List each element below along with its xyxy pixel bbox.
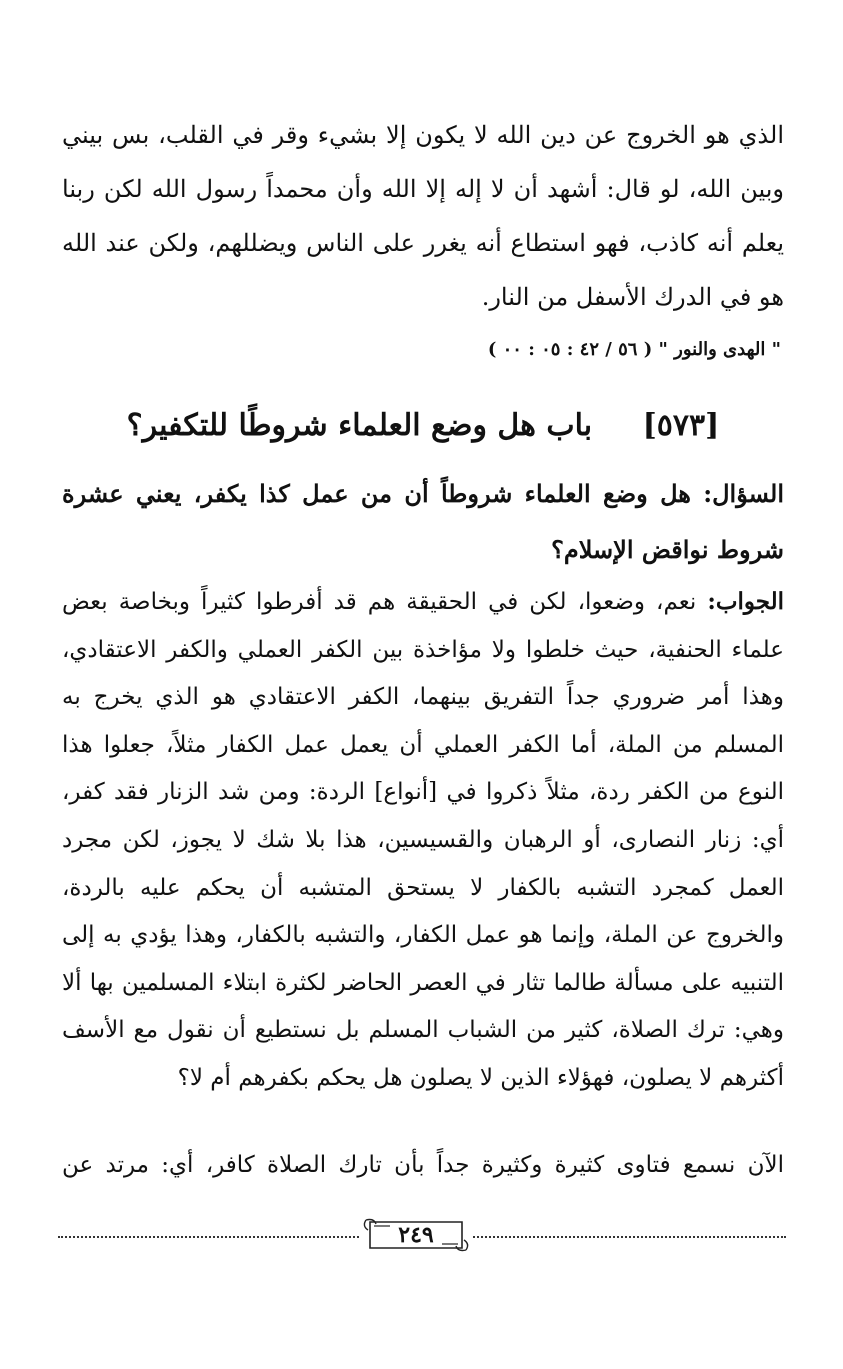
source-citation: " الهدى والنور " ( ٥٦ / ٤٢ : ٠٥ : ٠٠ )	[487, 339, 781, 360]
paragraph-continuation: الذي هو الخروج عن دين الله لا يكون إلا بشيء وقر في القلب، بس بيني وبين الله، لو قال: أشهد أن لا إله إلا الله وأن محمداً رسول الله لكن ربنا يعلم أنه كاذب، فهو استطاع أنه يغرر على الناس ويضللهم، ولكن عند الله هو في الدرك الأسفل من النار.	[62, 121, 784, 311]
chapter-title: باب هل وضع العلماء شروطًا للتكفير؟	[126, 408, 593, 443]
answer-label: الجواب:	[707, 588, 785, 615]
question-paragraph: السؤال: هل وضع العلماء شروطاً أن من عمل كذا يكفر، يعني عشرة شروط نواقض الإسلام؟	[62, 479, 784, 564]
page-number: ٢٤٩	[398, 1222, 434, 1248]
chapter-number: [٥٧٣]	[642, 408, 720, 443]
answer-paragraph	[62, 578, 784, 1103]
page-number-ornament	[360, 1216, 472, 1254]
chapter-heading	[62, 398, 784, 454]
final-paragraph: الآن نسمع فتاوى كثيرة وكثيرة جداً بأن تارك الصلاة كافر، أي: مرتد عن	[62, 1152, 784, 1178]
answer-text: نعم، وضعوا، لكن في الحقيقة هم قد أفرطوا كثيراً وبخاصة بعض علماء الحنفية، حيث خلطوا ولا مؤاخذة بين الكفر العملي والكفر الاعتقادي، وهذا أمر ضروري جداً التفريق بينهما، الكفر الاعتقادي هو الذي يخرج به المسلم من الملة، أما الكفر العملي أن يعمل عمل الكفار مثلاً، جعلوا هذا النوع من الكفر ردة، مثلاً ذكروا في [أنواع] الردة: ومن شد الزنار فقد كفر، أي: زنار النصارى، أو الرهبان والقسيسين، هذا بلا شك لا يجوز، لكن مجرد العمل كمجرد التشبه بالكفار لا يستحق المتشبه أن يحكم عليه بالردة، والخروج عن الملة، وإنما هو عمل الكفار، والتشبه بالكفار، وهذا يؤدي به إلى التنبيه على مسألة طالما تثار في العصر الحاضر لكثرة ابتلاء المسلمين بها ألا وهي: ترك الصلاة، كثير من الشباب المسلم بل نستطيع أن نقول مع الأسف أكثرهم لا يصلون، فهؤلاء الذين لا يصلون هل يحكم بكفرهم أم لا؟	[62, 589, 784, 1091]
